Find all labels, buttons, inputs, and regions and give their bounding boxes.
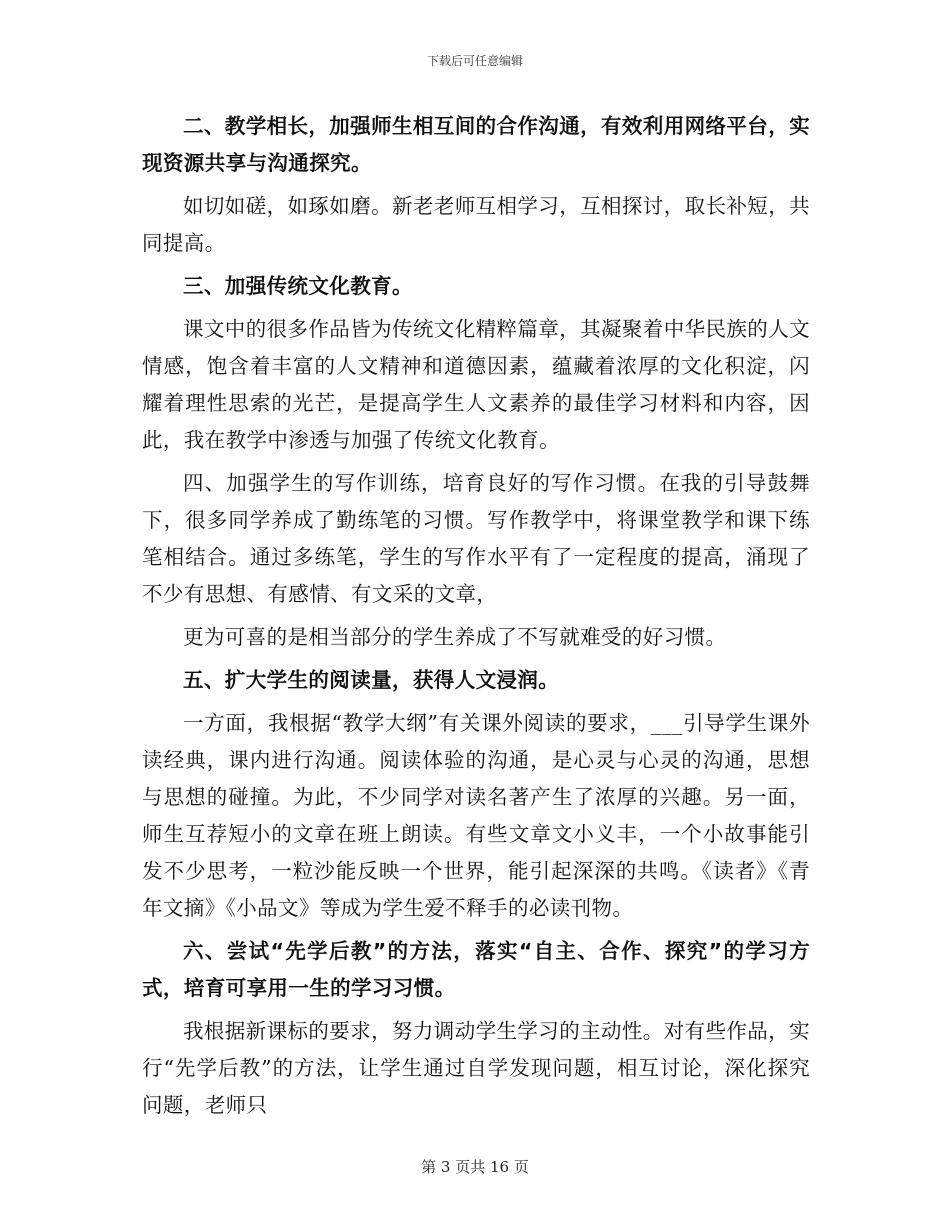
section-heading-2: 二、教学相长，加强师生相互间的合作沟通，有效利用网络平台，实现资源共享与沟通探究。 <box>142 114 810 175</box>
paragraph: 课文中的很多作品皆为传统文化精粹篇章，其凝聚着中华民族的人文情感，饱含着丰富的人文精神和道德因素，蕴藏着浓厚的文化积淀，闪耀着理性思索的光芒，是提高学生人文素养的最佳学习材料和内容，因此，我在教学中渗透与加强了传统文化教育。 <box>142 317 810 452</box>
page-footer: 第 3 页共 16 页 <box>421 1158 529 1176</box>
paragraph: 一方面，我根据“教学大纲”有关课外阅读的要求，___引导学生课外读经典，课内进行沟通。阅读体验的沟通，是心灵与心灵的沟通，思想与思想的碰撞。为此，不少同学对读名著产生了浓厚的兴趣。另一面，师生互荐短小的文章在班上朗读。有些文章文小义丰，一个小故事能引发不少思考，一粒沙能反映一个世界，能引起深深的共鸣。《读者》《青年文摘》《小品文》等成为学生爱不释手的必读刊物。 <box>142 711 810 920</box>
section-heading-5: 五、扩大学生的阅读量，获得人文浸润。 <box>183 668 560 692</box>
paragraph: 更为可喜的是相当部分的学生养成了不写就难受的好习惯。 <box>183 625 727 649</box>
section-heading-6: 六、尝试“先学后教”的方法，落实“自主、合作、探究”的学习方式，培育可享用一生的学习习惯。 <box>142 939 810 1000</box>
paragraph: 如切如磋，如琢如磨。新老老师互相学习，互相探讨，取长补短，共同提高。 <box>142 194 810 255</box>
document-body <box>142 108 810 1130</box>
paragraph: 我根据新课标的要求，努力调动学生学习的主动性。对有些作品，实行“先学后教”的方法，让学生通过自学发现问题，相互讨论，深化探究问题，老师只 <box>142 1019 810 1117</box>
page-header: 下载后可任意编辑 <box>426 54 523 68</box>
paragraph: 四、加强学生的写作训练，培育良好的写作习惯。在我的引导鼓舞下，很多同学养成了勤练笔的习惯。写作教学中，将课堂教学和课下练笔相结合。通过多练笔，学生的写作水平有了一定程度的提高，涌现了不少有思想、有感情、有文采的文章， <box>142 471 810 606</box>
section-heading-3: 三、加强传统文化教育。 <box>183 274 413 298</box>
